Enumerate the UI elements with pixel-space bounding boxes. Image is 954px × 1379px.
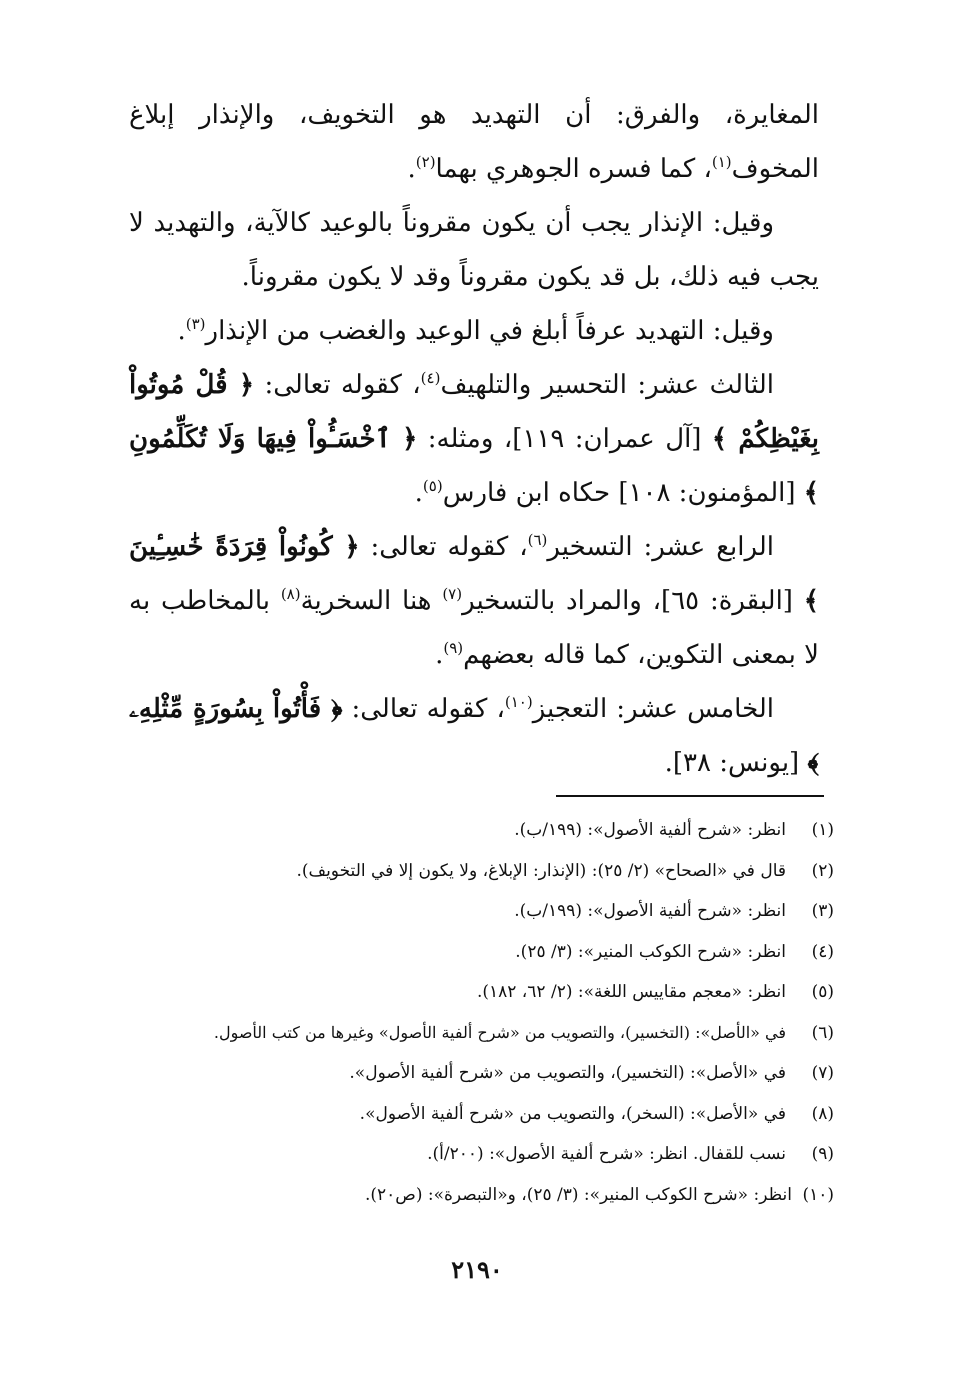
text-run: بالمخاطب به لا بمعنى التكوين، كما قاله بعضهم — [129, 586, 819, 670]
text-run: ، كقوله تعالى: — [359, 532, 528, 562]
text-run: [يونس: ٣٨]. — [664, 748, 808, 778]
footnote-text: انظر: «شرح ألفية الأصول»: (١٩٩/ب). — [514, 901, 786, 921]
footnote-number: (٢) — [811, 860, 834, 881]
footnote — [114, 861, 834, 902]
text-run: وقيل: الإنذار يجب أن يكون مقروناً بالوعيد كالآية، والتهديد لا يجب فيه ذلك، بل قد يكون مقروناً وقد لا يكون مقروناً. — [129, 208, 819, 292]
quran-quote: ﴿ كُونُواْ قِرَدَةً خَٰسِـِٔينَ ﴾ — [129, 532, 819, 616]
text-run: ، كما فسره الجوهري بهما — [435, 154, 712, 184]
footnote-text: انظر: «شرح ألفية الأصول»: (١٩٩/ب). — [514, 820, 786, 840]
footnote — [114, 1185, 834, 1226]
footnote-ref[interactable]: (١) — [711, 153, 732, 171]
footnote-number: (٩) — [811, 1144, 834, 1164]
text-run: . — [435, 640, 444, 670]
footnote-ref[interactable]: (١٠) — [504, 693, 533, 711]
footnote-number: (٦) — [811, 1022, 834, 1043]
page-number: ٢١٩٠ — [451, 1255, 503, 1284]
quran-quote: ﴿ قُلْ مُوتُواْ بِغَيْظِكُمْ ﴾ — [129, 370, 819, 454]
footnote — [114, 1104, 834, 1145]
text-run: [المؤمنون: ١٠٨] حكاه ابن فارس — [442, 478, 804, 508]
footnote — [114, 942, 834, 983]
footnote — [114, 1144, 834, 1185]
footnote-number: (٣) — [811, 901, 834, 921]
footnote-number: (٥) — [811, 982, 834, 1002]
footnote-text: في «الأصل»: (السخر)، والتصويب من «شرح ألفية الأصول». — [359, 1103, 786, 1124]
footnote-text: في «الأصل»: (التخسير)، والتصويب من «شرح ألفية الأصول» وغيرها من كتب الأصول. — [213, 1022, 786, 1042]
footnote-ref[interactable]: (٩) — [443, 639, 464, 657]
footnote-number: (٤) — [811, 941, 834, 962]
footnote-text: في «الأصل»: (التخسير)، والتصويب من «شرح ألفية الأصول». — [349, 1063, 786, 1083]
footnote-ref[interactable]: (٤) — [420, 369, 441, 387]
text-run: . — [414, 478, 423, 508]
footnote-ref[interactable]: (٨) — [280, 585, 301, 603]
footnote-number: (٧) — [811, 1063, 834, 1083]
text-run: [آل عمران: ١١٩]، ومثله: — [417, 424, 712, 454]
footnote-text: انظر: «شرح الكوكب المنير»: (٣/ ٢٥)، و«التبصرة»: (ص٢٠). — [364, 1184, 792, 1205]
footnote — [114, 901, 834, 942]
footnote — [114, 820, 834, 861]
text-run: هنا السخرية — [300, 586, 443, 616]
main-text — [129, 88, 819, 790]
footnote-text: انظر: «شرح الكوكب المنير»: (٣/ ٢٥). — [515, 941, 786, 962]
footnote-number: (١٠) — [802, 1184, 834, 1205]
footnotes-section — [114, 820, 834, 1225]
footnote-separator — [556, 795, 824, 797]
footnote — [114, 1023, 834, 1064]
footnote-text: نسب للقفال. انظر: «شرح ألفية الأصول»: (٢٠٠/أ). — [427, 1144, 786, 1164]
text-run: . — [407, 154, 416, 184]
text-run: الثالث عشر: التحسير والتلهيف — [440, 370, 774, 400]
footnote-ref[interactable]: (٦) — [527, 531, 548, 549]
text-run: [البقرة: ٦٥]، والمراد بالتسخير — [462, 586, 804, 616]
paragraph — [129, 304, 819, 358]
paragraph — [129, 196, 819, 304]
text-run: ، كقوله تعالى: — [254, 370, 421, 400]
footnote — [114, 1063, 834, 1104]
text-run: المغايرة، والفرق: أن التهديد هو التخويف، والإنذار إبلاغ المخوف — [129, 100, 819, 184]
paragraph — [129, 520, 819, 682]
footnote-ref[interactable]: (٥) — [422, 477, 443, 495]
text-run: الخامس عشر: التعجيز — [532, 694, 775, 724]
paragraph — [129, 88, 819, 196]
text-run: . — [177, 316, 186, 346]
quran-quote: ﴿ فَأْتُواْ بِسُورَةٍ مِّثْلِهِۦ ﴾ — [129, 694, 819, 778]
footnote-ref[interactable]: (٣) — [185, 315, 206, 333]
footnote-text: قال في «الصحاح» (٢/ ٢٥): (الإنذار: الإبلاغ، ولا يكون إلا في التخويف). — [296, 860, 786, 881]
paragraph — [129, 682, 819, 790]
text-run: الرابع عشر: التسخير — [547, 532, 774, 562]
footnote-ref[interactable]: (٢) — [415, 153, 436, 171]
quran-quote: ﴿ ٱخْسَـُٔواْ فِيهَا وَلَا تُكَلِّمُونِ ﴾ — [129, 424, 819, 508]
paragraph — [129, 358, 819, 520]
footnote-number: (٨) — [811, 1103, 834, 1124]
footnote-number: (١) — [811, 820, 834, 840]
footnote-text: انظر: «معجم مقاييس اللغة»: (٢/ ٦٢، ١٨٢). — [476, 982, 786, 1002]
footnote-ref[interactable]: (٧) — [442, 585, 463, 603]
footnote — [114, 982, 834, 1023]
text-run: ، كقوله تعالى: — [342, 694, 505, 724]
text-run: وقيل: التهديد عرفاً أبلغ في الوعيد والغضب من الإنذار — [205, 316, 774, 346]
